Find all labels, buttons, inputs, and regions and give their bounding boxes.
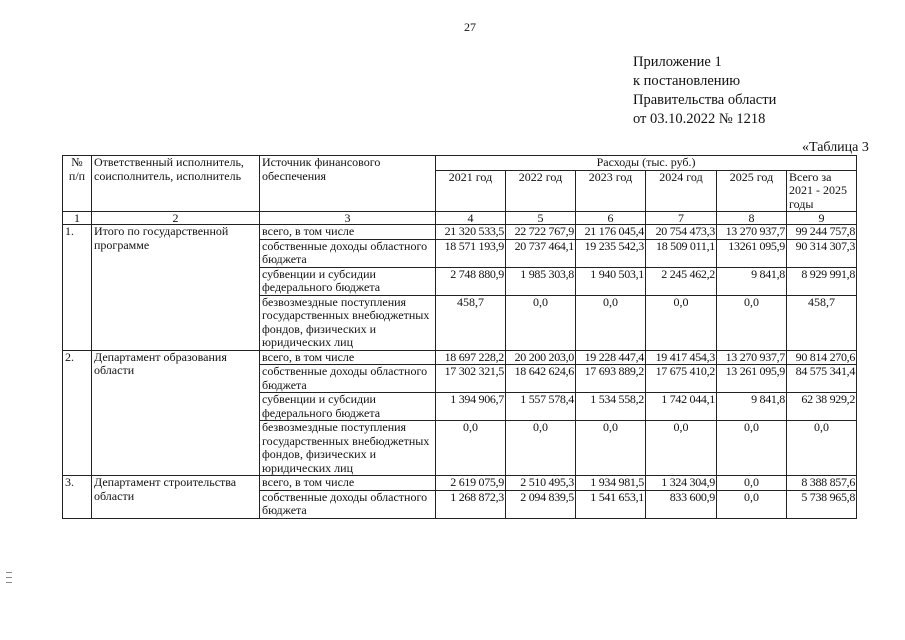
- value-cell: 2 094 839,5: [506, 490, 576, 518]
- column-index: 4: [436, 212, 506, 225]
- table-label: «Таблица 3: [802, 140, 869, 155]
- value-cell: 0,0: [717, 421, 787, 476]
- value-cell: 1 534 558,2: [576, 393, 646, 421]
- row-source: безвозмездные поступления государственных внебюджетных фондов, физических и юридических лиц: [260, 295, 436, 350]
- value-cell: 0,0: [717, 295, 787, 350]
- value-cell: 18 509 011,1: [646, 239, 717, 267]
- value-cell: 20 737 464,1: [506, 239, 576, 267]
- value-cell: 19 235 542,3: [576, 239, 646, 267]
- column-index: 8: [717, 212, 787, 225]
- column-index: 3: [260, 212, 436, 225]
- value-cell: 21 320 533,5: [436, 225, 506, 240]
- value-cell: 90 814 270,6: [787, 350, 857, 365]
- value-cell: 0,0: [787, 421, 857, 476]
- value-cell: 18 642 624,6: [506, 365, 576, 393]
- expenses-table: [62, 155, 857, 519]
- value-cell: 17 675 410,2: [646, 365, 717, 393]
- row-source: собственные доходы областного бюджета: [260, 490, 436, 518]
- value-cell: 17 693 889,2: [576, 365, 646, 393]
- value-cell: 1 557 578,4: [506, 393, 576, 421]
- value-cell: 2 748 880,9: [436, 267, 506, 295]
- row-source: собственные доходы областного бюджета: [260, 239, 436, 267]
- value-cell: 19 417 454,3: [646, 350, 717, 365]
- value-cell: 9 841,8: [717, 267, 787, 295]
- value-cell: 90 314 307,3: [787, 239, 857, 267]
- value-cell: 1 742 044,1: [646, 393, 717, 421]
- value-cell: 0,0: [506, 295, 576, 350]
- value-cell: 0,0: [576, 421, 646, 476]
- row-source: безвозмездные поступления государственных внебюджетных фондов, физических и юридических лиц: [260, 421, 436, 476]
- appendix-header: [633, 53, 776, 129]
- header-year: 2023 год: [576, 170, 646, 212]
- appendix-line: Приложение 1: [633, 54, 722, 70]
- header-num: № п/п: [63, 156, 92, 212]
- value-cell: 833 600,9: [646, 490, 717, 518]
- value-cell: 1 940 503,1: [576, 267, 646, 295]
- value-cell: 17 302 321,5: [436, 365, 506, 393]
- page-number: 27: [464, 20, 476, 34]
- value-cell: 1 985 303,8: [506, 267, 576, 295]
- value-cell: 8 929 991,8: [787, 267, 857, 295]
- header-total: Всего за 2021 - 2025 годы: [787, 170, 857, 212]
- value-cell: 84 575 341,4: [787, 365, 857, 393]
- column-index: 1: [63, 212, 92, 225]
- value-cell: 2 245 462,2: [646, 267, 717, 295]
- row-executor: Департамент строительства области: [92, 476, 260, 519]
- row-source: всего, в том числе: [260, 476, 436, 491]
- row-num: 2.: [63, 350, 92, 476]
- value-cell: 99 244 757,8: [787, 225, 857, 240]
- header-executor: Ответственный исполнитель, соисполнитель, исполнитель: [92, 156, 260, 212]
- value-cell: 13 270 937,7: [717, 350, 787, 365]
- value-cell: 18 697 228,2: [436, 350, 506, 365]
- value-cell: 0,0: [646, 295, 717, 350]
- value-cell: 22 722 767,9: [506, 225, 576, 240]
- value-cell: 62 38 929,2: [787, 393, 857, 421]
- table-row: [63, 225, 857, 240]
- value-cell: 0,0: [717, 490, 787, 518]
- value-cell: 5 738 965,8: [787, 490, 857, 518]
- row-executor: Департамент образования области: [92, 350, 260, 476]
- row-executor: Итого по государственной программе: [92, 225, 260, 351]
- column-index: 6: [576, 212, 646, 225]
- value-cell: 8 388 857,6: [787, 476, 857, 491]
- column-index: 5: [506, 212, 576, 225]
- appendix-line: Правительства области: [633, 92, 777, 108]
- value-cell: 19 228 447,4: [576, 350, 646, 365]
- value-cell: 1 324 304,9: [646, 476, 717, 491]
- row-source: всего, в том числе: [260, 225, 436, 240]
- row-source: всего, в том числе: [260, 350, 436, 365]
- value-cell: 0,0: [576, 295, 646, 350]
- appendix-line: к постановлению: [633, 73, 741, 89]
- value-cell: 20 200 203,0: [506, 350, 576, 365]
- row-source: субвенции и субсидии федерального бюджета: [260, 393, 436, 421]
- value-cell: 18 571 193,9: [436, 239, 506, 267]
- value-cell: 0,0: [717, 476, 787, 491]
- appendix-line: от 03.10.2022 № 1218: [633, 111, 766, 127]
- header-year: 2024 год: [646, 170, 717, 212]
- column-index: 2: [92, 212, 260, 225]
- header-year: 2021 год: [436, 170, 506, 212]
- column-index: 7: [646, 212, 717, 225]
- value-cell: 1 268 872,3: [436, 490, 506, 518]
- header-year: 2022 год: [506, 170, 576, 212]
- value-cell: 1 934 981,5: [576, 476, 646, 491]
- row-source: собственные доходы областного бюджета: [260, 365, 436, 393]
- row-num: 3.: [63, 476, 92, 519]
- header-expenses: Расходы (тыс. руб.): [436, 156, 857, 171]
- row-num: 1.: [63, 225, 92, 351]
- column-index-row: [63, 212, 857, 225]
- header-source: Источник финансового обеспечения: [260, 156, 436, 212]
- column-index: 9: [787, 212, 857, 225]
- value-cell: 21 176 045,4: [576, 225, 646, 240]
- value-cell: 0,0: [436, 421, 506, 476]
- header-year: 2025 год: [717, 170, 787, 212]
- value-cell: 13261 095,9: [717, 239, 787, 267]
- value-cell: 2 510 495,3: [506, 476, 576, 491]
- value-cell: 2 619 075,9: [436, 476, 506, 491]
- value-cell: 13 261 095,9: [717, 365, 787, 393]
- row-source: субвенции и субсидии федерального бюджета: [260, 267, 436, 295]
- value-cell: 9 841,8: [717, 393, 787, 421]
- table-row: [63, 476, 857, 491]
- value-cell: 0,0: [646, 421, 717, 476]
- value-cell: 20 754 473,3: [646, 225, 717, 240]
- table-row: [63, 350, 857, 365]
- value-cell: 13 270 937,7: [717, 225, 787, 240]
- margin-marks: [6, 572, 12, 587]
- value-cell: 458,7: [436, 295, 506, 350]
- value-cell: 1 394 906,7: [436, 393, 506, 421]
- value-cell: 458,7: [787, 295, 857, 350]
- value-cell: 1 541 653,1: [576, 490, 646, 518]
- value-cell: 0,0: [506, 421, 576, 476]
